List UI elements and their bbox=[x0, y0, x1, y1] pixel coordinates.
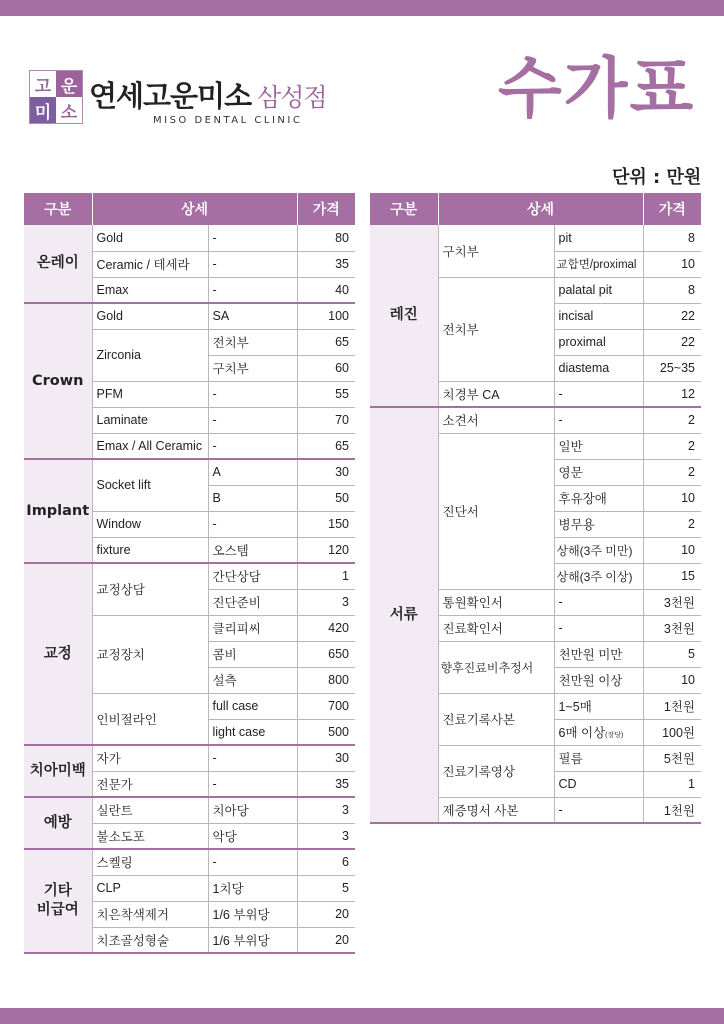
item-cell: 향후진료비추정서 bbox=[438, 641, 554, 693]
item-cell: 치경부 CA bbox=[438, 381, 554, 407]
sub-cell: 필름 bbox=[554, 745, 643, 771]
price-cell: 10 bbox=[643, 667, 701, 693]
price-cell: 3천원 bbox=[643, 589, 701, 615]
price-cell: 20 bbox=[297, 901, 355, 927]
sub-cell: 천만원 미만 bbox=[554, 641, 643, 667]
sub-cell: 전치부 bbox=[208, 329, 297, 355]
sub-cell: full case bbox=[208, 693, 297, 719]
price-cell: 15 bbox=[643, 563, 701, 589]
item-cell: 전치부 bbox=[438, 277, 554, 381]
col-header-category: 구분 bbox=[24, 193, 92, 225]
bottom-accent-bar bbox=[0, 1008, 724, 1024]
sub-cell: - bbox=[208, 251, 297, 277]
sub-cell: 간단상담 bbox=[208, 563, 297, 589]
item-cell: Emax bbox=[92, 277, 208, 303]
clinic-name bbox=[89, 74, 327, 115]
sub-cell: - bbox=[208, 511, 297, 537]
item-cell: 치조골성형술 bbox=[92, 927, 208, 953]
item-cell: Ceramic / 테세라 bbox=[92, 251, 208, 277]
price-cell: 5 bbox=[297, 875, 355, 901]
col-header-price: 가격 bbox=[643, 193, 701, 225]
category-line: 비급여 bbox=[36, 902, 79, 918]
sub-cell: 클리피씨 bbox=[208, 615, 297, 641]
item-cell: 진단서 bbox=[438, 433, 554, 589]
price-cell: 60 bbox=[297, 355, 355, 381]
price-cell: 100원 bbox=[643, 719, 701, 745]
logo-char: 소 bbox=[56, 97, 82, 123]
sub-cell: 상해(3주 이상) bbox=[554, 563, 643, 589]
item-cell: Socket lift bbox=[92, 459, 208, 511]
col-header-detail: 상세 bbox=[92, 193, 297, 225]
sub-cell: 일반 bbox=[554, 433, 643, 459]
category-cell: 레진 bbox=[370, 225, 438, 407]
item-cell: fixture bbox=[92, 537, 208, 563]
sub-cell bbox=[554, 719, 643, 745]
table-row bbox=[24, 563, 355, 589]
page-title: 수가표 bbox=[498, 50, 696, 127]
sub-cell: light case bbox=[208, 719, 297, 745]
price-cell: 150 bbox=[297, 511, 355, 537]
item-cell: 자가 bbox=[92, 745, 208, 771]
sub-cell: 후유장애 bbox=[554, 485, 643, 511]
logo-char: 미 bbox=[30, 97, 56, 123]
category-cell: 온레이 bbox=[24, 225, 92, 303]
logo-char: 고 bbox=[30, 71, 56, 97]
price-cell: 22 bbox=[643, 329, 701, 355]
price-cell: 2 bbox=[643, 407, 701, 433]
sub-cell: diastema bbox=[554, 355, 643, 381]
sub-cell: - bbox=[554, 589, 643, 615]
sub-cell: 상해(3주 미만) bbox=[554, 537, 643, 563]
sub-cell: - bbox=[208, 433, 297, 459]
sub-cell: 콤비 bbox=[208, 641, 297, 667]
sub-cell: 1~5매 bbox=[554, 693, 643, 719]
price-cell: 35 bbox=[297, 251, 355, 277]
item-cell: 교정상담 bbox=[92, 563, 208, 615]
table-row bbox=[24, 459, 355, 485]
sub-cell: - bbox=[554, 615, 643, 641]
price-cell: 35 bbox=[297, 771, 355, 797]
price-cell: 12 bbox=[643, 381, 701, 407]
item-cell: 진료기록영상 bbox=[438, 745, 554, 797]
price-cell: 1 bbox=[297, 563, 355, 589]
price-cell: 3 bbox=[297, 797, 355, 823]
sub-cell: 병무용 bbox=[554, 511, 643, 537]
sub-cell: - bbox=[208, 849, 297, 875]
table-row bbox=[24, 225, 355, 251]
item-cell: Emax / All Ceramic bbox=[92, 433, 208, 459]
price-table-left bbox=[24, 193, 355, 954]
table-row bbox=[24, 797, 355, 823]
table-header-row bbox=[370, 193, 701, 225]
clinic-name-text: 연세고운미소 bbox=[89, 79, 252, 113]
item-cell: 인비절라인 bbox=[92, 693, 208, 745]
sub-cell: - bbox=[208, 771, 297, 797]
price-cell: 8 bbox=[643, 277, 701, 303]
item-cell: Gold bbox=[92, 225, 208, 251]
sub-cell: 오스템 bbox=[208, 537, 297, 563]
item-cell: CLP bbox=[92, 875, 208, 901]
table-row bbox=[370, 225, 701, 251]
sub-cell: - bbox=[208, 381, 297, 407]
price-cell: 1천원 bbox=[643, 797, 701, 823]
sub-cell: 악당 bbox=[208, 823, 297, 849]
clinic-subtitle: MISO DENTAL CLINIC bbox=[153, 115, 303, 126]
clinic-branch: 삼성점 bbox=[257, 83, 327, 112]
category-cell: 교정 bbox=[24, 563, 92, 745]
sub-cell: 1/6 부위당 bbox=[208, 927, 297, 953]
sub-cell: - bbox=[208, 225, 297, 251]
sub-cell: 교합면/proximal bbox=[554, 251, 643, 277]
category-cell: 치아미백 bbox=[24, 745, 92, 797]
price-cell: 50 bbox=[297, 485, 355, 511]
category-cell: Crown bbox=[24, 303, 92, 459]
sub-note: (장당) bbox=[605, 732, 624, 739]
price-cell: 1천원 bbox=[643, 693, 701, 719]
table-row bbox=[24, 745, 355, 771]
item-cell: 실란트 bbox=[92, 797, 208, 823]
item-cell: 전문가 bbox=[92, 771, 208, 797]
price-cell: 10 bbox=[643, 485, 701, 511]
sub-cell: - bbox=[208, 407, 297, 433]
sub-cell: - bbox=[208, 277, 297, 303]
price-cell: 650 bbox=[297, 641, 355, 667]
category-cell: 예방 bbox=[24, 797, 92, 849]
col-header-category: 구분 bbox=[370, 193, 438, 225]
price-cell: 2 bbox=[643, 511, 701, 537]
price-cell: 5천원 bbox=[643, 745, 701, 771]
logo-mark bbox=[29, 70, 83, 124]
price-cell: 5 bbox=[643, 641, 701, 667]
item-cell: Zirconia bbox=[92, 329, 208, 381]
item-cell: 구치부 bbox=[438, 225, 554, 277]
table-row bbox=[370, 407, 701, 433]
item-cell: 제증명서 사본 bbox=[438, 797, 554, 823]
price-cell: 8 bbox=[643, 225, 701, 251]
sub-cell: CD bbox=[554, 771, 643, 797]
price-cell: 30 bbox=[297, 459, 355, 485]
price-cell: 40 bbox=[297, 277, 355, 303]
sub-cell: B bbox=[208, 485, 297, 511]
col-header-price: 가격 bbox=[297, 193, 355, 225]
sub-cell: 1/6 부위당 bbox=[208, 901, 297, 927]
sub-cell: - bbox=[554, 797, 643, 823]
price-cell: 55 bbox=[297, 381, 355, 407]
sub-cell: 구치부 bbox=[208, 355, 297, 381]
price-cell: 500 bbox=[297, 719, 355, 745]
price-cell: 70 bbox=[297, 407, 355, 433]
sub-cell: 설측 bbox=[208, 667, 297, 693]
price-cell: 3 bbox=[297, 589, 355, 615]
item-cell: 교정장치 bbox=[92, 615, 208, 693]
item-cell: 통원확인서 bbox=[438, 589, 554, 615]
item-cell: 소견서 bbox=[438, 407, 554, 433]
sub-cell: proximal bbox=[554, 329, 643, 355]
price-cell: 120 bbox=[297, 537, 355, 563]
price-cell: 3 bbox=[297, 823, 355, 849]
item-cell: 진료확인서 bbox=[438, 615, 554, 641]
table-header-row bbox=[24, 193, 355, 225]
sub-cell: - bbox=[554, 407, 643, 433]
sub-cell: - bbox=[208, 745, 297, 771]
category-line: 기타 bbox=[43, 883, 72, 900]
sub-cell: incisal bbox=[554, 303, 643, 329]
item-cell: Gold bbox=[92, 303, 208, 329]
item-cell: 불소도포 bbox=[92, 823, 208, 849]
price-cell: 25~35 bbox=[643, 355, 701, 381]
price-cell: 80 bbox=[297, 225, 355, 251]
price-cell: 2 bbox=[643, 433, 701, 459]
price-cell: 10 bbox=[643, 537, 701, 563]
sub-cell: 치아당 bbox=[208, 797, 297, 823]
price-cell: 30 bbox=[297, 745, 355, 771]
price-cell: 800 bbox=[297, 667, 355, 693]
price-cell: 2 bbox=[643, 459, 701, 485]
category-cell: Implant bbox=[24, 459, 92, 563]
sub-cell: pit bbox=[554, 225, 643, 251]
item-cell: 스켈링 bbox=[92, 849, 208, 875]
unit-label: 단위 : 만원 bbox=[612, 167, 702, 188]
sub-cell: palatal pit bbox=[554, 277, 643, 303]
item-cell: 치은착색제거 bbox=[92, 901, 208, 927]
item-cell: Window bbox=[92, 511, 208, 537]
col-header-detail: 상세 bbox=[438, 193, 643, 225]
category-cell: 서류 bbox=[370, 407, 438, 823]
price-cell: 65 bbox=[297, 433, 355, 459]
sub-cell: - bbox=[554, 381, 643, 407]
price-cell: 100 bbox=[297, 303, 355, 329]
price-cell: 20 bbox=[297, 927, 355, 953]
top-accent-bar bbox=[0, 0, 724, 16]
item-cell: Laminate bbox=[92, 407, 208, 433]
item-cell: PFM bbox=[92, 381, 208, 407]
price-cell: 65 bbox=[297, 329, 355, 355]
category-cell bbox=[24, 849, 92, 953]
sub-cell: 1치당 bbox=[208, 875, 297, 901]
sub-text: 6매 이상 bbox=[558, 726, 606, 740]
price-table-right bbox=[370, 193, 701, 824]
sub-cell: 천만원 이상 bbox=[554, 667, 643, 693]
price-cell: 3천원 bbox=[643, 615, 701, 641]
price-cell: 700 bbox=[297, 693, 355, 719]
price-cell: 6 bbox=[297, 849, 355, 875]
price-cell: 1 bbox=[643, 771, 701, 797]
logo-char: 운 bbox=[56, 71, 82, 97]
sub-cell: 진단준비 bbox=[208, 589, 297, 615]
sub-cell: A bbox=[208, 459, 297, 485]
price-cell: 10 bbox=[643, 251, 701, 277]
sub-cell: 영문 bbox=[554, 459, 643, 485]
table-row bbox=[24, 849, 355, 875]
table-row bbox=[24, 303, 355, 329]
price-cell: 22 bbox=[643, 303, 701, 329]
item-cell: 진료기록사본 bbox=[438, 693, 554, 745]
sub-cell: SA bbox=[208, 303, 297, 329]
price-cell: 420 bbox=[297, 615, 355, 641]
